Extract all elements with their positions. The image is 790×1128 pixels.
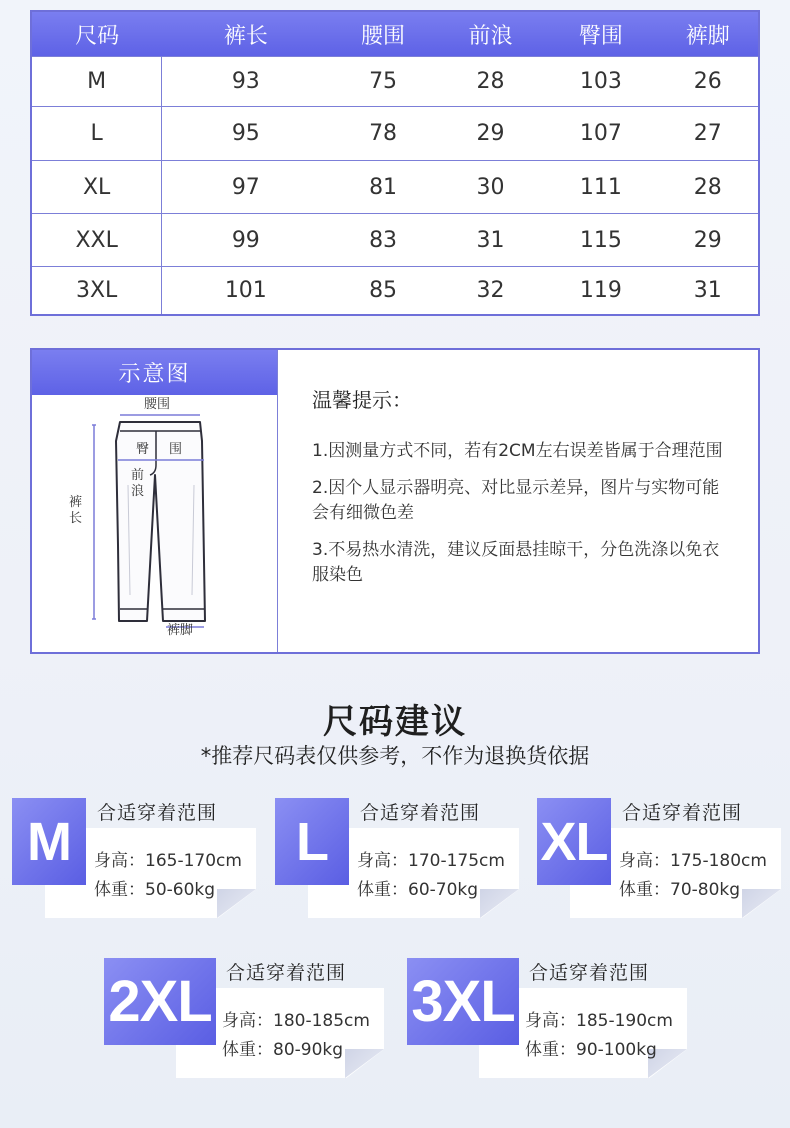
table-cell: 81 [369, 174, 398, 200]
table-cell: 3XL [32, 267, 162, 314]
size-card-3xl [407, 958, 687, 1084]
height-range: 身高：180-185cm [222, 1011, 370, 1031]
diagram-label-rise-2: 浪 [131, 484, 145, 499]
table-cell: 85 [369, 278, 398, 303]
table-cell: L [32, 107, 162, 160]
diagram-label-rise-1: 前 [131, 468, 145, 483]
fit-range-label: 合适穿着范围 [529, 962, 650, 984]
fit-range-label: 合适穿着范围 [360, 802, 481, 824]
header-length: 裤长 [223, 23, 268, 49]
fit-range-label: 合适穿着范围 [226, 962, 347, 984]
table-cell: 30 [476, 174, 505, 200]
tip-item: 1.因测量方式不同，若有2CM左右误差皆属于合理范围 [312, 441, 723, 461]
height-range: 身高：175-180cm [619, 851, 767, 871]
table-cell: XXL [32, 214, 162, 266]
size-badge: L [275, 798, 349, 885]
header-waist: 腰围 [361, 23, 406, 49]
table-row [32, 56, 758, 106]
table-cell: 103 [579, 69, 622, 94]
height-range: 身高：170-175cm [357, 851, 505, 871]
tips-title: 温馨提示： [312, 388, 412, 412]
size-badge: XL [537, 798, 611, 885]
header-hem: 裤脚 [685, 23, 730, 49]
info-panel [30, 348, 760, 654]
table-cell: 29 [476, 121, 505, 146]
table-row [32, 160, 758, 213]
table-cell: 28 [693, 174, 722, 200]
weight-range: 体重：80-90kg [222, 1040, 344, 1060]
table-cell: 27 [693, 121, 722, 146]
table-cell: 111 [579, 174, 622, 200]
recommendation-subtitle: *推荐尺码表仅供参考，不作为退换货依据 [200, 744, 590, 768]
diagram-label-hip-right: 围 [169, 442, 183, 457]
height-range: 身高：165-170cm [94, 851, 242, 871]
table-cell: 83 [369, 227, 398, 253]
table-cell: 99 [231, 227, 260, 253]
diagram-label-hip-left: 臀 [136, 442, 150, 457]
table-cell: 97 [231, 174, 260, 200]
table-cell: 31 [693, 278, 722, 303]
weight-range: 体重：60-70kg [357, 880, 479, 900]
size-badge: 2XL [104, 958, 216, 1045]
diagram-label-waist: 腰围 [144, 397, 171, 412]
diagram-title: 示意图 [32, 350, 277, 395]
header-hip: 臀围 [578, 23, 623, 49]
diagram-label-length-2: 长 [69, 511, 83, 526]
table-cell: 75 [369, 69, 398, 94]
table-cell: 32 [476, 278, 505, 303]
table-cell: M [32, 57, 162, 106]
table-cell: XL [32, 161, 162, 213]
table-cell: 101 [224, 278, 267, 303]
weight-range: 体重：70-80kg [619, 880, 741, 900]
pants-diagram [32, 395, 277, 650]
table-cell: 31 [476, 227, 505, 253]
size-card-l [275, 798, 519, 924]
table-cell: 93 [231, 69, 260, 94]
diagram-label-length-1: 裤 [69, 495, 83, 510]
table-cell: 26 [693, 69, 722, 94]
table-cell: 107 [579, 121, 622, 146]
size-card-2xl [104, 958, 384, 1084]
table-cell: 78 [369, 121, 398, 146]
size-badge: M [12, 798, 86, 885]
table-row [32, 213, 758, 266]
weight-range: 体重：90-100kg [525, 1040, 657, 1060]
table-cell: 95 [231, 121, 260, 146]
size-badge: 3XL [407, 958, 519, 1045]
header-size: 尺码 [75, 23, 120, 49]
tip-item: 2.因个人显示器明亮、对比显示差异，图片与实物可能会有细微色差 [312, 478, 720, 523]
weight-range: 体重：50-60kg [94, 880, 216, 900]
table-cell: 29 [693, 227, 722, 253]
size-table-header [32, 12, 758, 56]
tips-section [278, 350, 758, 652]
table-cell: 119 [579, 278, 622, 303]
size-card-m [12, 798, 256, 924]
table-cell: 28 [476, 69, 505, 94]
height-range: 身高：185-190cm [525, 1011, 673, 1031]
size-card-xl [537, 798, 781, 924]
header-rise: 前浪 [468, 23, 513, 49]
table-row [32, 106, 758, 160]
table-row [32, 266, 758, 314]
fit-range-label: 合适穿着范围 [622, 802, 743, 824]
recommendation-title: 尺码建议 [323, 702, 467, 742]
fit-range-label: 合适穿着范围 [97, 802, 218, 824]
diagram-section [32, 350, 278, 652]
table-cell: 115 [579, 227, 622, 253]
size-table [30, 10, 760, 316]
diagram-label-hem: 裤脚 [167, 623, 194, 638]
tip-item: 3.不易热水清洗，建议反面悬挂晾干，分色洗涤以免衣服染色 [312, 540, 720, 585]
